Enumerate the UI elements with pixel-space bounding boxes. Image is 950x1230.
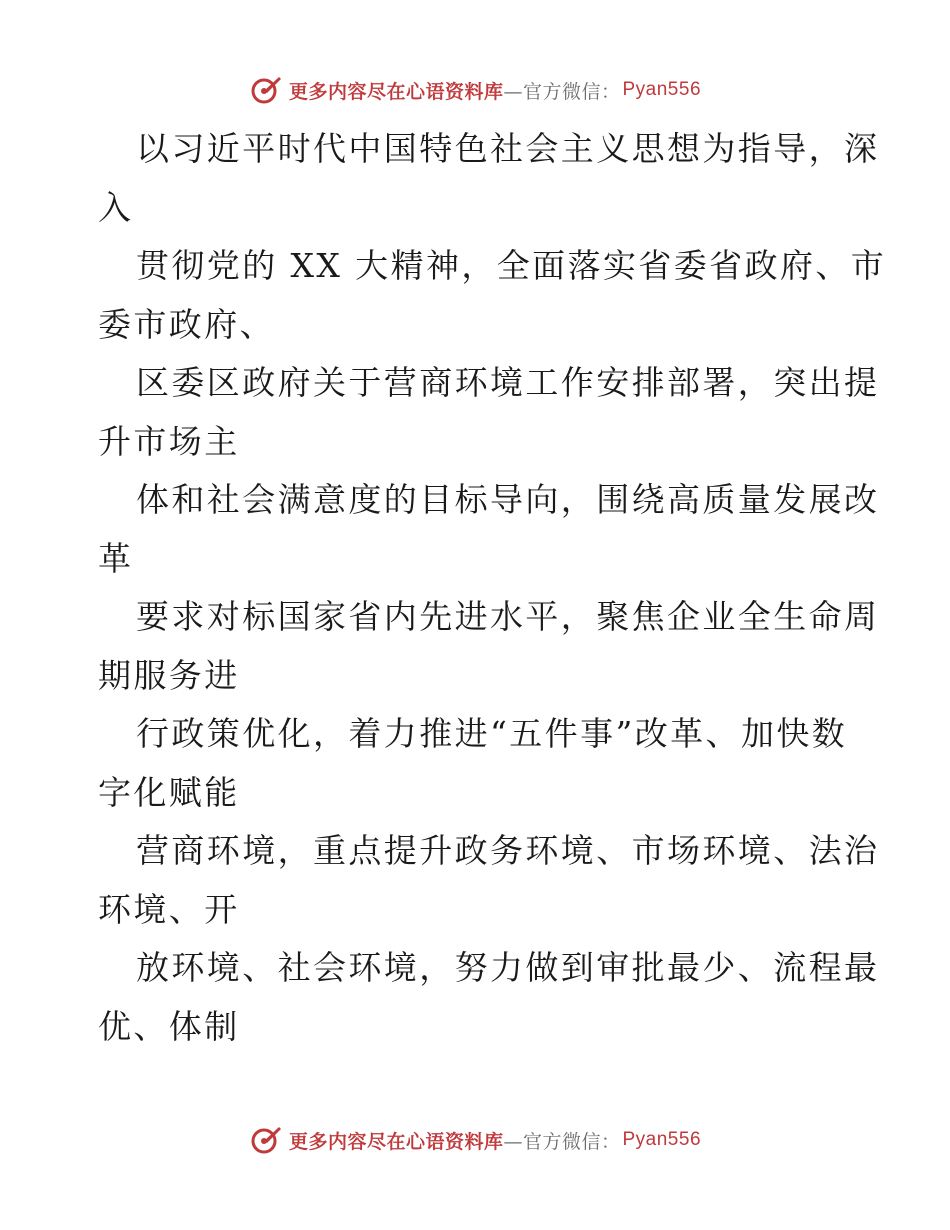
text-line: 体和社会满意度的目标导向，围绕高质量发展改 [136, 480, 880, 519]
text-line: 要求对标国家省内先进水平，聚焦企业全生命周 [136, 597, 880, 636]
text-line: 以习近平时代中国特色社会主义思想为指导，深 [136, 129, 880, 168]
header-banner [0, 70, 950, 110]
text-line: 营商环境，重点提升政务环境、市场环境、法治 [136, 831, 880, 870]
banner-main-text: 更多内容尽在心语资料库 [288, 1130, 504, 1153]
text-line: 放环境、社会环境，努力做到审批最少、流程最 [136, 948, 880, 987]
text-line: 升市场主 [98, 421, 240, 461]
text-line: 期服务进 [98, 655, 240, 695]
text-line: 入 [98, 187, 134, 227]
pen-nib-logo-icon [249, 1123, 283, 1157]
footer-banner [0, 1120, 950, 1160]
banner-wechat-id: Pyan556 [622, 1129, 702, 1150]
text-line: 区委区政府关于营商环境工作安排部署，突出提 [136, 363, 880, 402]
banner-wechat-id: Pyan556 [622, 79, 702, 100]
text-line: 行政策优化，着力推进“五件事”改革、加快数 [136, 714, 848, 753]
text-line: 委市政府、 [98, 304, 275, 344]
text-line: 环境、开 [98, 889, 240, 929]
footer-banner-text [289, 1127, 701, 1154]
text-line: 优、体制 [98, 1006, 240, 1046]
header-banner-text [289, 77, 701, 104]
banner-main-text: 更多内容尽在心语资料库 [288, 80, 504, 103]
text-line: 革 [98, 538, 134, 578]
pen-nib-logo-icon [249, 73, 283, 107]
banner-separator-text: —官方微信： [503, 80, 621, 103]
text-line: 贯彻党的 XX 大精神，全面落实省委省政府、市 [136, 246, 887, 285]
banner-separator-text: —官方微信： [503, 1130, 621, 1153]
document-body [98, 120, 887, 1056]
text-line: 字化赋能 [98, 772, 240, 812]
